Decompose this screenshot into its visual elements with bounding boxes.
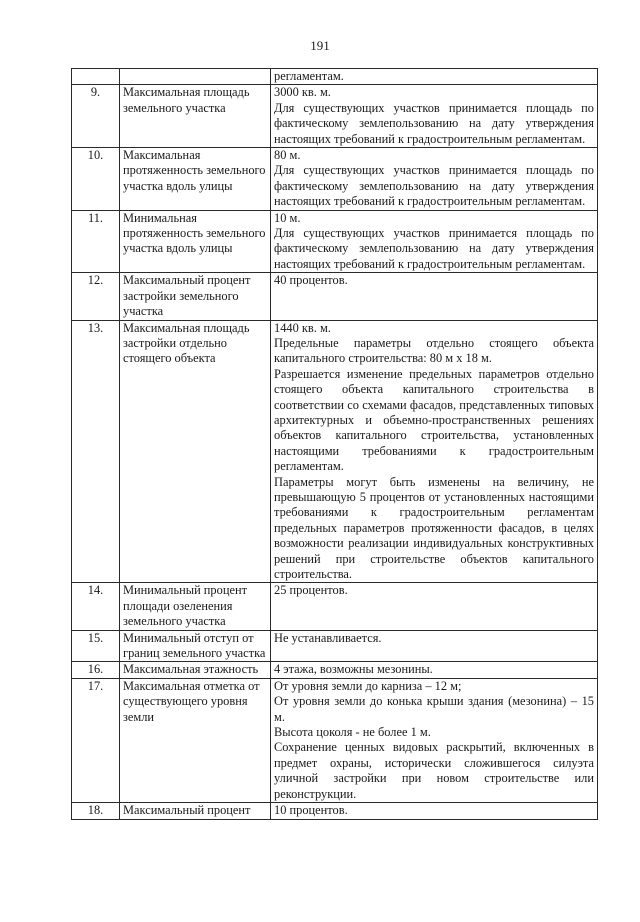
table-row [72, 210, 598, 273]
row-number: 10. [72, 148, 120, 211]
value-line: 1440 кв. м. [274, 320, 331, 335]
parameter-name: Минимальная протяженность земельного участка вдоль улицы [120, 210, 271, 273]
value-line: регламентам. [274, 69, 344, 83]
value-line: Для существующих участков принимается площадь по фактическому землепользованию на дату утверждения настоящих требований к градостроительным регламентам. [274, 226, 594, 271]
parameter-name: Максимальная площадь земельного участка [120, 85, 271, 148]
row-number: 16. [72, 662, 120, 678]
value-line: Параметры могут быть изменены на величину, не превышающую 5 процентов от установленных настоящими требованиями к градостроительным регламентам предельных параметров протяженности фасадов, в целях возможности реализации индивидуальных конструктивных решений при строительстве объектов капитального строительства. [274, 474, 594, 581]
table-row [72, 630, 598, 662]
value-line: 25 процентов. [274, 583, 348, 598]
row-number: 14. [72, 583, 120, 630]
table-row [72, 662, 598, 678]
value-line: Не устанавливается. [274, 630, 382, 645]
parameter-value [271, 678, 598, 802]
value-line: От уровня земли до конька крыши здания (мезонина) – 15 м. [274, 694, 594, 724]
parameter-value [271, 583, 598, 630]
value-line: Для существующих участков принимается площадь по фактическому землепользованию на дату утверждения настоящих требований к градостроительным регламентам. [274, 163, 594, 209]
parameter-value [271, 273, 598, 320]
parameter-name [120, 69, 271, 85]
parameter-name: Максимальная этажность [120, 662, 271, 678]
table-row [72, 678, 598, 802]
parameter-name: Максимальная площадь застройки отдельно стоящего объекта [120, 320, 271, 583]
parameter-value [271, 630, 598, 662]
value-line: Разрешается изменение предельных параметров отдельно стоящего объекта капитального строительства в соответствии со схемами фасадов, представленных типовых архитектурных и объемно-пространственных решениях объектов капитального строительства, установленных настоящими требованиями к градостроительным регламентам. [274, 366, 594, 474]
value-line: Сохранение ценных видовых раскрытий, включенных в предмет охраны, исторически сложившегося силуэта уличной застройки при новом строительстве или реконструкции. [274, 740, 594, 801]
parameter-value [271, 662, 598, 678]
row-number: 9. [72, 85, 120, 148]
table-row [72, 85, 598, 148]
regulations-table [71, 68, 598, 820]
parameter-name: Максимальная отметка от существующего уровня земли [120, 678, 271, 802]
row-number: 13. [72, 320, 120, 583]
value-line: Высота цоколя - не более 1 м. [274, 725, 431, 740]
row-number: 12. [72, 273, 120, 320]
value-line: Предельные параметры отдельно стоящего объекта капитального строительства: 80 м х 18 м. [274, 335, 594, 366]
value-line: От уровня земли до карниза – 12 м; [274, 678, 462, 693]
table-row [72, 803, 598, 819]
table-row [72, 69, 598, 85]
parameter-value [271, 320, 598, 583]
row-number: 17. [72, 678, 120, 802]
row-number: 11. [72, 210, 120, 273]
parameter-value [271, 803, 598, 819]
parameter-name: Максимальный процент [120, 803, 271, 819]
table-row [72, 148, 598, 211]
value-line: 40 процентов. [274, 273, 348, 288]
parameter-value [271, 69, 598, 85]
page-number: 191 [310, 38, 330, 53]
parameter-value [271, 210, 598, 273]
parameter-name: Минимальный отступ от границ земельного участка [120, 630, 271, 662]
value-line: 10 процентов. [274, 803, 348, 818]
parameter-value [271, 85, 598, 148]
parameter-name: Максимальный процент застройки земельного участка [120, 273, 271, 320]
value-line: 80 м. [274, 148, 301, 163]
parameter-name: Минимальный процент площади озеленения земельного участка [120, 583, 271, 630]
value-line: 4 этажа, возможны мезонины. [274, 662, 433, 677]
value-line: 3000 кв. м. [274, 85, 331, 100]
value-line: 10 м. [274, 210, 301, 225]
row-number: 15. [72, 630, 120, 662]
parameter-name: Максимальная протяженность земельного участка вдоль улицы [120, 148, 271, 211]
table-row [72, 583, 598, 630]
row-number: 18. [72, 803, 120, 819]
row-number [72, 69, 120, 85]
parameter-value [271, 148, 598, 211]
value-line: Для существующих участков принимается площадь по фактическому землепользованию на дату утверждения настоящих требований к градостроительным регламентам. [274, 100, 594, 146]
table-row [72, 320, 598, 583]
table-row [72, 273, 598, 320]
